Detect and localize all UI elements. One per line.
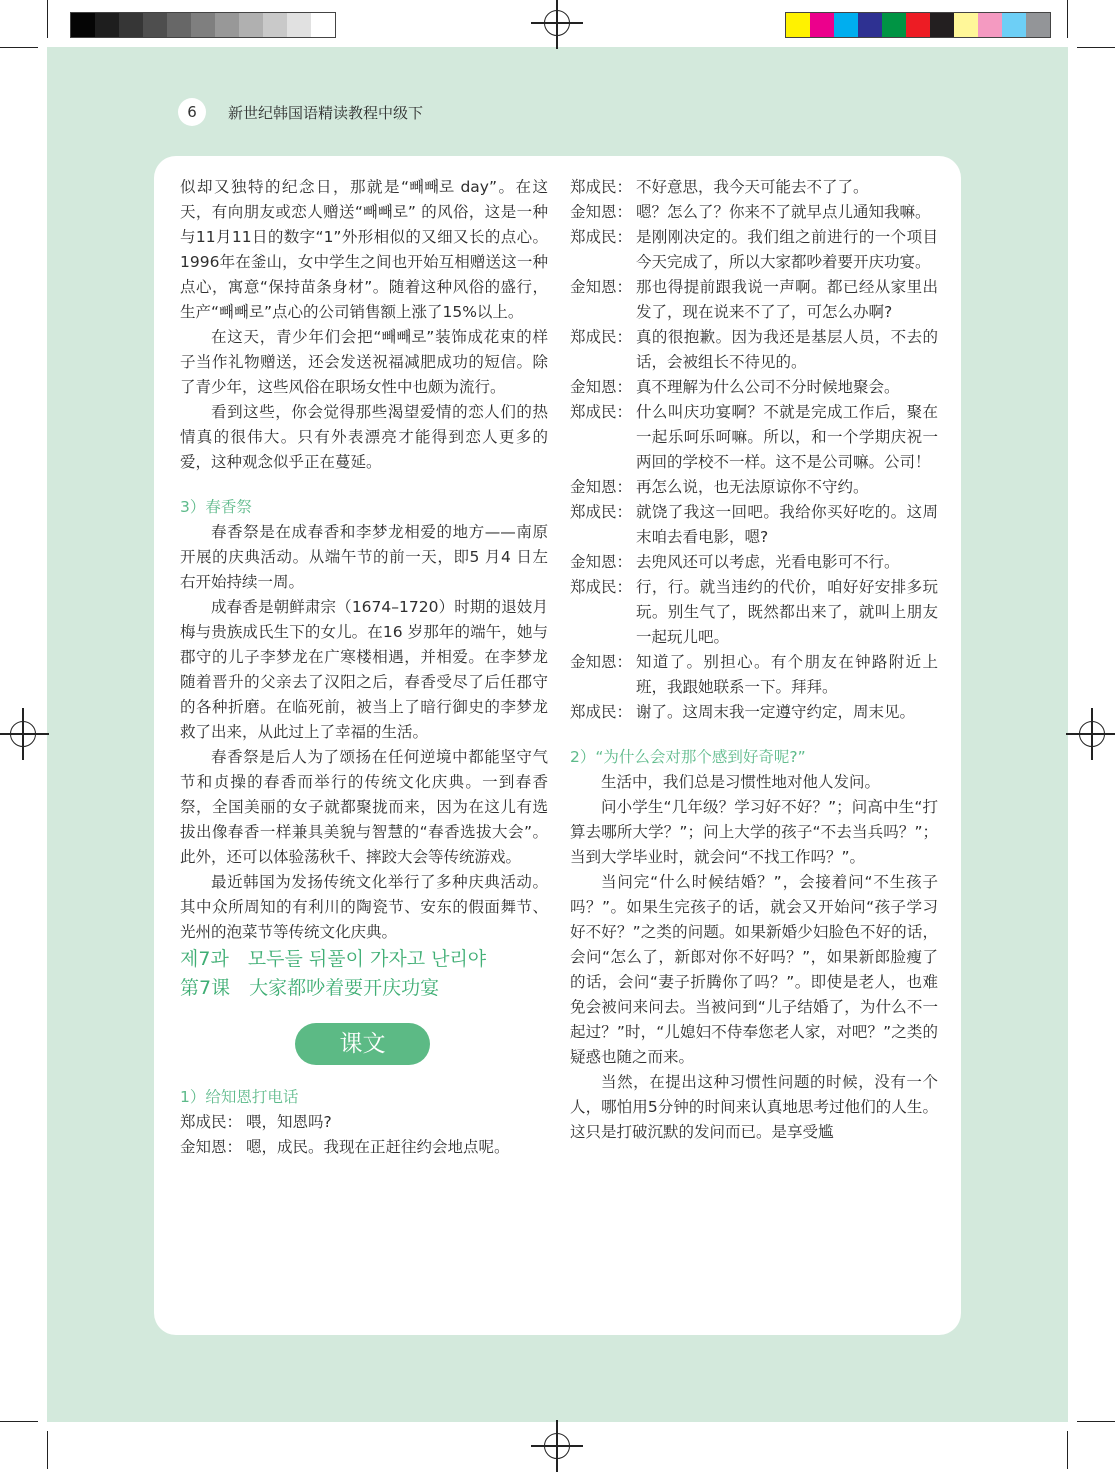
dialogue-line xyxy=(570,650,938,700)
utterance: 再怎么说，也无法原谅你不守约。 xyxy=(636,478,869,496)
speaker: 郑成民： xyxy=(570,178,633,196)
dialogue-line xyxy=(570,475,938,500)
paragraph: 当然，在提出这种习惯性问题的时候，没有一个人，哪怕用5分钟的时间来认真地思考过他们的人生。这只是打破沉默的发问而已。是享受尴 xyxy=(570,1073,938,1141)
speaker: 郑成民： xyxy=(570,578,633,596)
paragraph: 在这天，青少年们会把“빼빼로”装饰成花束的样子当作礼物赠送，还会发送祝福减肥成功的短信。除了青少年，这些风俗在职场女性中也颇为流行。 xyxy=(180,328,548,396)
utterance: 就饶了我这一回吧。我给你买好吃的。这周末咱去看电影，嗯? xyxy=(636,503,938,546)
crop-mark xyxy=(1067,1431,1068,1469)
crop-mark xyxy=(1067,0,1068,38)
paragraph: 当问完“什么时候结婚？”，会接着问“不生孩子吗？”。如果生完孩子的话，就会又开始问“孩子学习好不好？”之类的问题。如果新婚少妇脸色不好的话，会问“怎么了，新郎对你不好吗？”，如果新郎脸瘦了的话，会问“妻子折腾你了吗？”。即使是老人，也难免会被问来问去。当被问到“儿子结婚了，为什么不一起过？”时，“儿媳妇不侍奉您老人家，对吧？”之类的疑惑也随之而来。 xyxy=(570,873,938,1066)
dialogue-line xyxy=(570,175,938,200)
left-column xyxy=(180,175,548,1160)
utterance: 真不理解为什么公司不分时候地聚会。 xyxy=(636,378,900,396)
paragraph: 成春香是朝鲜肃宗（1674–1720）时期的退妓月梅与贵族成氏生下的女儿。在16 岁那年的端午，她与郡守的儿子李梦龙在广寒楼相遇，并相爱。在李梦龙随着晋升的父亲去了汉阳之后，春香受尽了后任郡守的各种折磨。在临死前，被当上了暗行御史的李梦龙救了出来，从此过上了幸福的生活。 xyxy=(180,598,548,741)
dialogue-line xyxy=(570,375,938,400)
speaker: 金知恩： xyxy=(570,378,633,396)
page-number: 6 xyxy=(178,98,206,126)
paragraph: 似却又独特的纪念日，那就是“빼빼로 day”。在这天，有向朋友或恋人赠送“빼빼로” 的风俗，这是一种与11月11日的数字“1”外形相似的又细又长的点心。1996年在釜山，女中学生之间也开始互相赠送这一种点心，寓意“保持苗条身材”。随着这种风俗的盛行，生产“빼빼로”点心的公司销售额上涨了15%以上。 xyxy=(180,178,548,321)
crop-mark xyxy=(47,0,48,38)
speaker: 金知恩： xyxy=(570,478,633,496)
lesson-title-chinese: 第7课 大家都吵着要开庆功宴 xyxy=(180,977,440,999)
dialogue-line xyxy=(570,225,938,275)
speaker: 郑成民： xyxy=(180,1113,243,1131)
paragraph: 问小学生“几年级？学习好不好？”；问高中生“打算去哪所大学？”；问上大学的孩子“不去当兵吗？”；当到大学毕业时，就会问“不找工作吗？”。 xyxy=(570,798,938,866)
registration-mark-icon xyxy=(1079,721,1105,747)
dialogue-line xyxy=(570,550,938,575)
speaker: 郑成民： xyxy=(570,403,633,421)
paragraph: 春香祭是在成春香和李梦龙相爱的地方——南原开展的庆典活动。从端午节的前一天，即5 月4 日左右开始持续一周。 xyxy=(180,523,548,591)
crop-mark xyxy=(0,1421,38,1422)
book-title: 新世纪韩国语精读教程中级下 xyxy=(228,104,424,122)
utterance: 谢了。这周末我一定遵守约定，周末见。 xyxy=(636,703,916,721)
utterance: 嗯？怎么了？你来不了就早点儿通知我嘛。 xyxy=(636,203,931,221)
section-heading: 3）春香祭 xyxy=(180,498,252,516)
crop-mark xyxy=(0,47,38,48)
dialogue-line xyxy=(570,275,938,325)
speaker: 金知恩： xyxy=(570,553,633,571)
speaker: 郑成民： xyxy=(570,703,633,721)
dialogue-line xyxy=(570,400,938,475)
crop-mark xyxy=(47,1431,48,1469)
utterance: 那也得提前跟我说一声啊。都已经从家里出发了，现在说来不了了，可怎么办啊? xyxy=(636,278,938,321)
utterance: 什么叫庆功宴啊？不就是完成工作后，聚在一起乐呵乐呵嘛。所以，和一个学期庆祝一两回的学校不一样。这不是公司嘛。公司！ xyxy=(636,403,938,471)
speaker: 郑成民： xyxy=(570,503,633,521)
paragraph: 看到这些，你会觉得那些渴望爱情的恋人们的热情真的很伟大。只有外表漂亮才能得到恋人更多的爱，这种观念似乎正在蔓延。 xyxy=(180,403,548,471)
crop-mark xyxy=(1077,1421,1115,1422)
dialogue-line xyxy=(180,1135,548,1160)
utterance: 真的很抱歉。因为我还是基层人员，不去的话，会被组长不待见的。 xyxy=(636,328,938,371)
registration-mark-icon xyxy=(544,10,570,36)
registration-mark-icon xyxy=(544,1433,570,1459)
paragraph: 春香祭是后人为了颂扬在任何逆境中都能坚守气节和贞操的春香而举行的传统文化庆典。一到春香祭，全国美丽的女子就都聚拢而来，因为在这儿有选拔出像春香一样兼具美貌与智慧的“春香选拔大会”。此外，还可以体验荡秋千、摔跤大会等传统游戏。 xyxy=(180,748,548,866)
speaker: 金知恩： xyxy=(570,278,633,296)
paragraph: 最近韩国为发扬传统文化举行了多种庆典活动。其中众所周知的有利川的陶瓷节、安东的假面舞节、光州的泡菜节等传统文化庆典。 xyxy=(180,873,548,941)
dialogue-line xyxy=(570,700,938,725)
speaker: 郑成民： xyxy=(570,328,633,346)
dialogue-heading: 1）给知恩打电话 xyxy=(180,1088,299,1106)
right-column xyxy=(570,175,938,1145)
utterance: 去兜风还可以考虑，光看电影可不行。 xyxy=(636,553,900,571)
color-bar xyxy=(785,12,1051,38)
speaker: 金知恩： xyxy=(570,653,633,671)
dialogue-line xyxy=(570,500,938,550)
dialogue-line xyxy=(570,325,938,375)
utterance: 喂，知恩吗? xyxy=(246,1113,332,1131)
dialogue-line xyxy=(570,575,938,650)
utterance: 嗯，成民。我现在正赶往约会地点呢。 xyxy=(246,1138,510,1156)
speaker: 金知恩： xyxy=(570,203,633,221)
utterance: 行，行。就当违约的代价，咱好好安排多玩玩。别生气了，既然都出来了，就叫上朋友一起玩儿吧。 xyxy=(636,578,938,646)
speaker: 郑成民： xyxy=(570,228,633,246)
utterance: 不好意思，我今天可能去不了了。 xyxy=(636,178,869,196)
registration-mark-icon xyxy=(10,721,36,747)
dialogue-line xyxy=(570,200,938,225)
section-heading: 2）“为什么会对那个感到好奇呢?” xyxy=(570,748,806,766)
speaker: 金知恩： xyxy=(180,1138,243,1156)
utterance: 是刚刚决定的。我们组之前进行的一个项目今天完成了，所以大家都吵着要开庆功宴。 xyxy=(636,228,938,271)
lesson-title-korean: 제7과 모두들 뒤풀이 가자고 난리야 xyxy=(180,948,487,970)
utterance: 知道了。别担心。有个朋友在钟路附近上班，我跟她联系一下。拜拜。 xyxy=(636,653,938,696)
paragraph: 生活中，我们总是习惯性地对他人发问。 xyxy=(601,773,881,791)
grayscale-bar xyxy=(70,12,336,38)
dialogue-line xyxy=(180,1110,548,1135)
text-section-label: 课文 xyxy=(295,1023,430,1065)
crop-mark xyxy=(1077,47,1115,48)
